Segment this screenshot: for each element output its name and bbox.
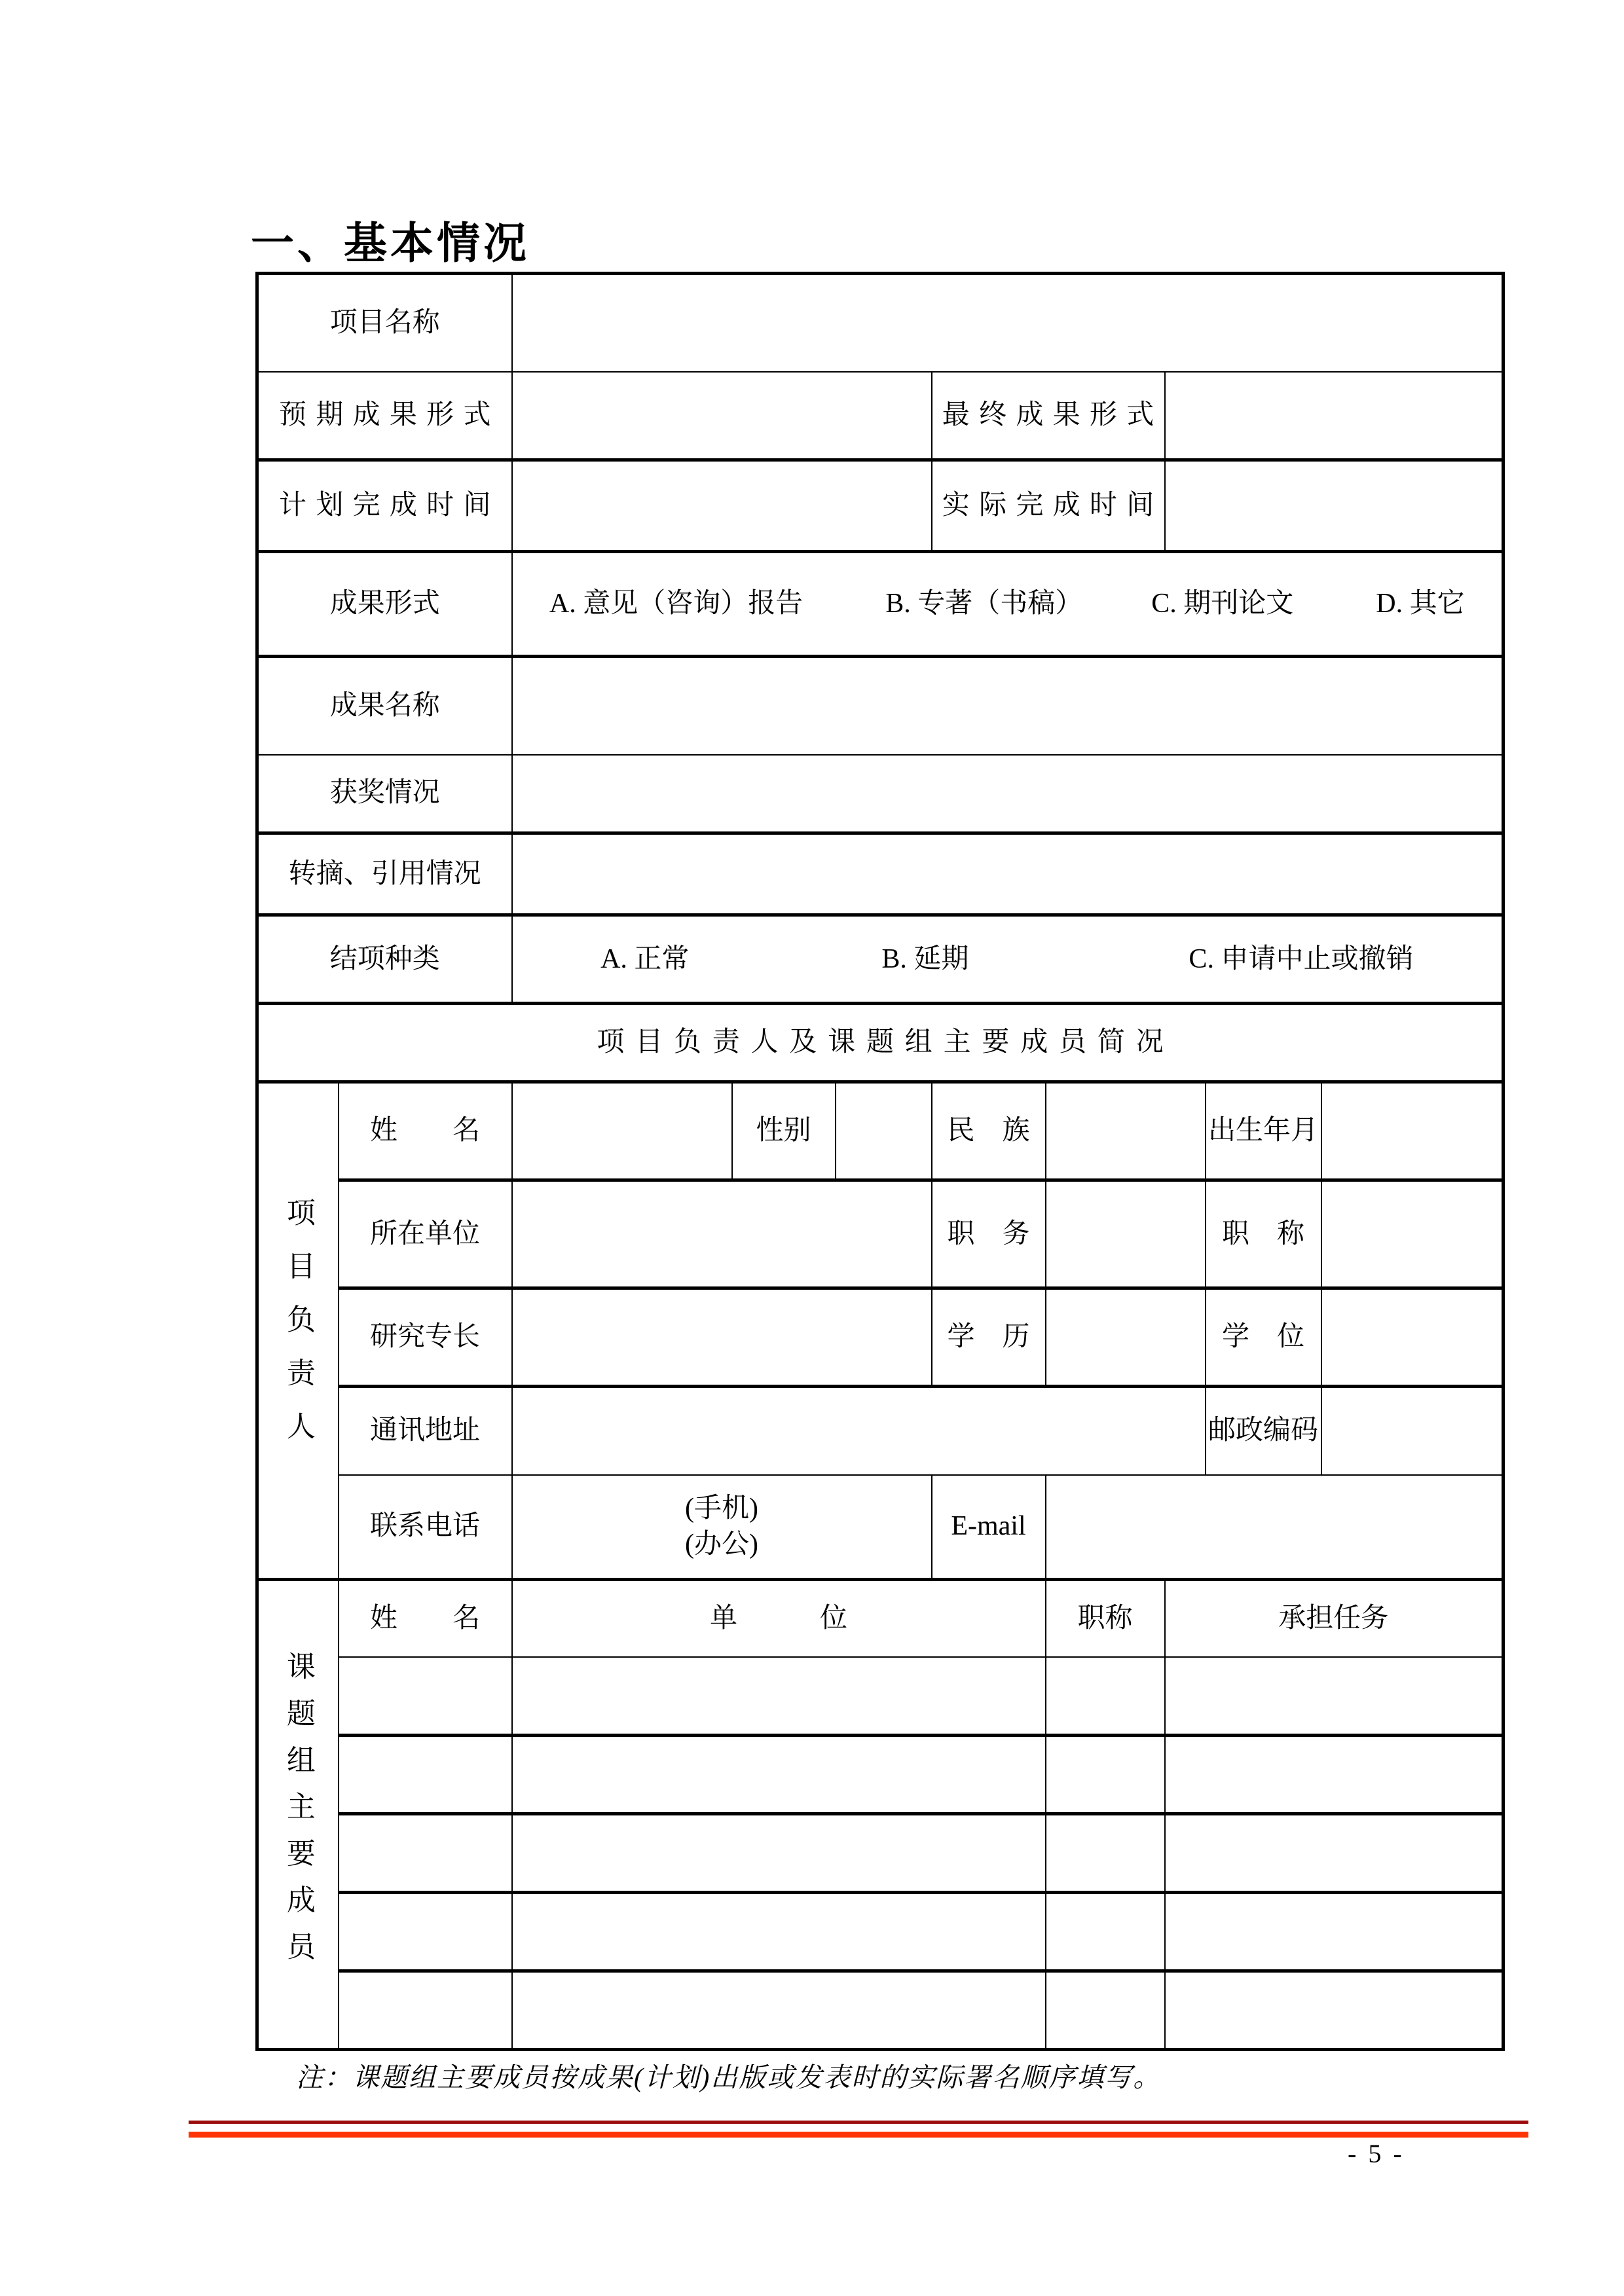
leader-address-label: 通讯地址 — [339, 1387, 512, 1475]
members-header-unit: 单 位 — [512, 1580, 1046, 1657]
member-row — [257, 1971, 1504, 2050]
member-title-cell — [1046, 1971, 1165, 2050]
actual-time-label: 实际完成时间 — [932, 460, 1165, 552]
leader-email-label: E-mail — [932, 1475, 1046, 1580]
leader-degree-value-cell — [1321, 1288, 1504, 1387]
member-name-cell — [339, 1657, 512, 1736]
row-citations — [257, 833, 1504, 915]
member-unit-cell — [512, 1893, 1046, 1971]
member-unit-cell — [512, 1971, 1046, 2050]
leader-title-value-cell — [1321, 1180, 1504, 1288]
members-vertical-label: 课题组主要成员 — [282, 1651, 314, 1978]
phone-mobile-label: (手机) — [685, 1493, 758, 1524]
completion-type-options: A. 正常 B. 延期 C. 申请中止或撤销 — [512, 915, 1504, 1004]
row-leader-unit — [257, 1180, 1504, 1288]
footer-rule-orange — [189, 2132, 1528, 2138]
member-task-cell — [1165, 1893, 1504, 1971]
citations-label: 转摘、引用情况 — [257, 833, 512, 915]
member-title-cell — [1046, 1657, 1165, 1736]
section-header: 项目负责人及课题组主要成员简况 — [257, 1004, 1504, 1082]
leader-unit-label: 所在单位 — [339, 1180, 512, 1288]
leader-gender-value-cell — [836, 1082, 932, 1180]
leader-degree-label: 学 位 — [1206, 1288, 1321, 1387]
row-members-header — [257, 1580, 1504, 1657]
member-row — [257, 1736, 1504, 1814]
leader-name-label: 姓 名 — [339, 1082, 512, 1180]
leader-birth-value-cell — [1321, 1082, 1504, 1180]
row-result-name — [257, 657, 1504, 755]
leader-postcode-label: 邮政编码 — [1206, 1387, 1321, 1475]
actual-time-value-cell — [1165, 460, 1504, 552]
leader-position-value-cell — [1046, 1180, 1206, 1288]
row-leader-specialty — [257, 1288, 1504, 1387]
page-number: - 5 - — [1348, 2139, 1405, 2168]
leader-phone-value-cell — [512, 1475, 932, 1580]
leader-ethnicity-label: 民 族 — [932, 1082, 1046, 1180]
phone-office-label: (办公) — [685, 1529, 758, 1559]
row-leader-address — [257, 1387, 1504, 1475]
row-planned-time — [257, 460, 1504, 552]
project-name-value-cell — [512, 274, 1504, 372]
leader-birth-label: 出生年月 — [1206, 1082, 1321, 1180]
member-title-cell — [1046, 1893, 1165, 1971]
footer-rule-dark — [189, 2121, 1528, 2124]
member-row — [257, 1657, 1504, 1736]
result-form-label: 成果形式 — [257, 552, 512, 657]
result-name-label: 成果名称 — [257, 657, 512, 755]
member-task-cell — [1165, 1736, 1504, 1814]
members-header-title: 职称 — [1046, 1580, 1165, 1657]
member-row — [257, 1814, 1504, 1893]
final-form-value-cell — [1165, 372, 1504, 460]
row-completion-type — [257, 915, 1504, 1004]
row-section-header — [257, 1004, 1504, 1082]
member-unit-cell — [512, 1657, 1046, 1736]
leader-address-value-cell — [512, 1387, 1206, 1475]
member-name-cell — [339, 1893, 512, 1971]
row-leader-name — [257, 1082, 1504, 1180]
leader-postcode-value-cell — [1321, 1387, 1504, 1475]
row-awards — [257, 755, 1504, 833]
member-title-cell — [1046, 1814, 1165, 1893]
member-unit-cell — [512, 1736, 1046, 1814]
expected-form-label: 预期成果形式 — [257, 372, 512, 460]
final-form-label: 最终成果形式 — [932, 372, 1165, 460]
planned-time-label: 计划完成时间 — [257, 460, 512, 552]
footnote: 注：课题组主要成员按成果(计划)出版或发表时的实际署名顺序填写。 — [296, 2062, 1162, 2092]
members-vertical-label-cell — [257, 1580, 339, 2050]
leader-title-label: 职 称 — [1206, 1180, 1321, 1288]
leader-phone-label: 联系电话 — [339, 1475, 512, 1580]
leader-vertical-label: 项目负责人 — [282, 1197, 314, 1464]
basic-info-table — [255, 272, 1505, 2051]
leader-gender-label: 性别 — [732, 1082, 836, 1180]
row-result-form — [257, 552, 1504, 657]
member-unit-cell — [512, 1814, 1046, 1893]
leader-unit-value-cell — [512, 1180, 932, 1288]
completion-type-label: 结项种类 — [257, 915, 512, 1004]
row-leader-phone — [257, 1475, 1504, 1580]
leader-position-label: 职 务 — [932, 1180, 1046, 1288]
member-title-cell — [1046, 1736, 1165, 1814]
member-row — [257, 1893, 1504, 1971]
result-form-options: A. 意见（咨询）报告 B. 专著（书稿） C. 期刊论文 D. 其它 — [512, 552, 1504, 657]
result-name-value-cell — [512, 657, 1504, 755]
leader-specialty-label: 研究专长 — [339, 1288, 512, 1387]
row-expected-form — [257, 372, 1504, 460]
leader-ethnicity-value-cell — [1046, 1082, 1206, 1180]
member-name-cell — [339, 1736, 512, 1814]
leader-education-value-cell — [1046, 1288, 1206, 1387]
row-project-name — [257, 274, 1504, 372]
leader-name-value-cell — [512, 1082, 732, 1180]
leader-vertical-label-cell — [257, 1082, 339, 1580]
awards-value-cell — [512, 755, 1504, 833]
awards-label: 获奖情况 — [257, 755, 512, 833]
leader-email-value-cell — [1046, 1475, 1504, 1580]
project-name-label: 项目名称 — [257, 274, 512, 372]
member-task-cell — [1165, 1657, 1504, 1736]
member-task-cell — [1165, 1971, 1504, 2050]
member-name-cell — [339, 1814, 512, 1893]
page-title: 一、基本情况 — [251, 219, 530, 267]
leader-education-label: 学 历 — [932, 1288, 1046, 1387]
members-header-task: 承担任务 — [1165, 1580, 1504, 1657]
leader-specialty-value-cell — [512, 1288, 932, 1387]
planned-time-value-cell — [512, 460, 932, 552]
expected-form-value-cell — [512, 372, 932, 460]
members-header-name: 姓 名 — [339, 1580, 512, 1657]
member-name-cell — [339, 1971, 512, 2050]
citations-value-cell — [512, 833, 1504, 915]
member-task-cell — [1165, 1814, 1504, 1893]
